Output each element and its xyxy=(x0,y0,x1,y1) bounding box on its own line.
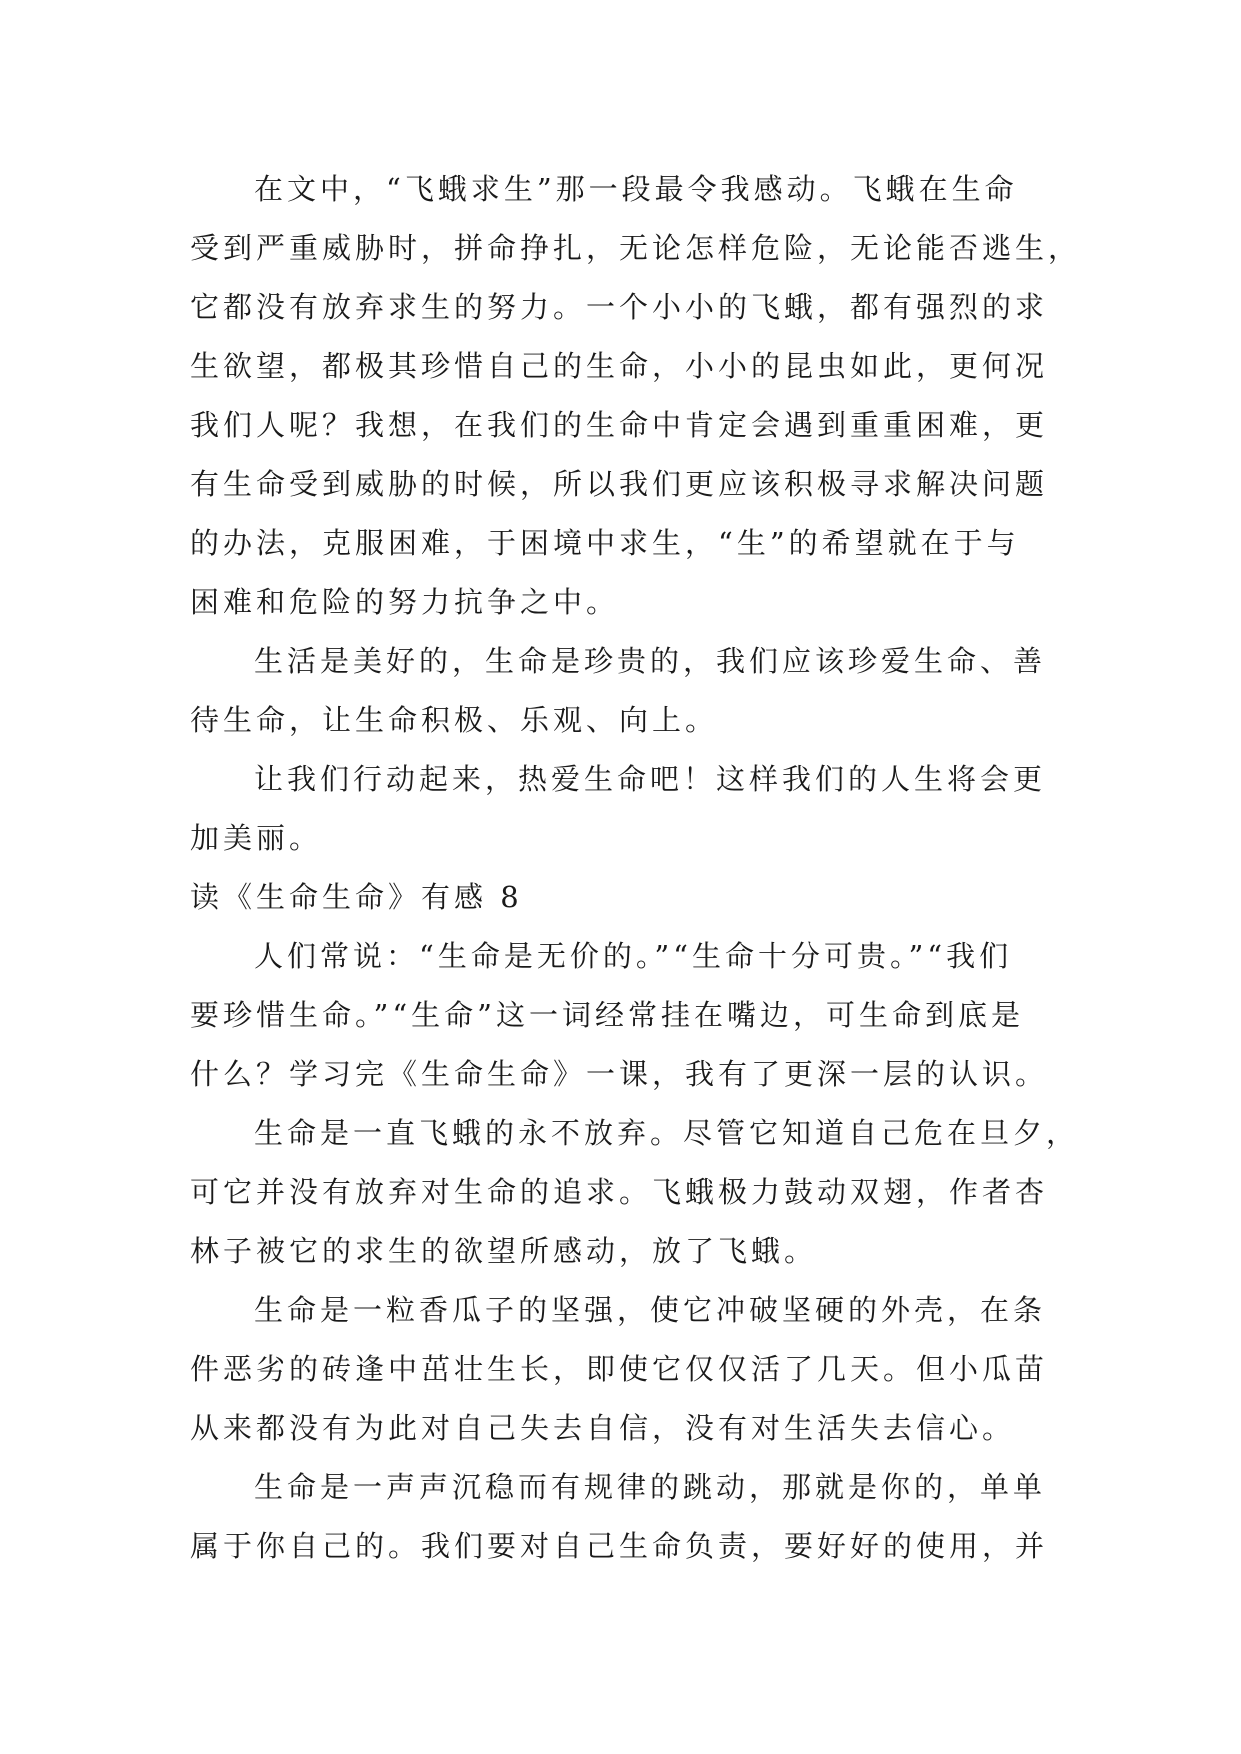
text-line: 加美丽。 xyxy=(190,821,323,855)
text-line: 它都没有放弃求生的努力。一个小小的飞蛾，都有强烈的求 xyxy=(190,290,1049,324)
document-body xyxy=(190,160,1082,1576)
text-line: 生命是一声声沉稳而有规律的跳动，那就是你的，单单 xyxy=(254,1470,1047,1504)
text-line: 属于你自己的。我们要对自己生命负责，要好好的使用，并 xyxy=(190,1529,1049,1563)
text-line: 让我们行动起来，热爱生命吧！这样我们的人生将会更 xyxy=(254,762,1047,796)
text-line: 有生命受到威胁的时候，所以我们更应该积极寻求解决问题 xyxy=(190,467,1049,501)
text-line: 可它并没有放弃对生命的追求。飞蛾极力鼓动双翅，作者杏 xyxy=(190,1175,1049,1209)
text-line: 生命是一直飞蛾的永不放弃。尽管它知道自己危在旦夕， xyxy=(254,1116,1080,1150)
text-line: 在文中，“飞蛾求生”那一段最令我感动。飞蛾在生命 xyxy=(254,172,1018,206)
text-line: 件恶劣的砖逢中茁壮生长，即使它仅仅活了几天。但小瓜苗 xyxy=(190,1352,1049,1386)
text-line: 困难和危险的努力抗争之中。 xyxy=(190,585,620,619)
text-line: 的办法，克服困难，于困境中求生，“生”的希望就在于与 xyxy=(190,526,1020,560)
text-line: 要珍惜生命。”“生命”这一词经常挂在嘴边，可生命到底是 xyxy=(190,998,1024,1032)
text-line: 待生命，让生命积极、乐观、向上。 xyxy=(190,703,719,737)
text-line: 受到严重威胁时，拼命挣扎，无论怎样危险，无论能否逃生， xyxy=(190,231,1082,265)
text-line: 生命是一粒香瓜子的坚强，使它冲破坚硬的外壳，在条 xyxy=(254,1293,1047,1327)
text-line: 人们常说：“生命是无价的。”“生命十分可贵。”“我们 xyxy=(254,939,1013,973)
text-line: 生欲望，都极其珍惜自己的生命，小小的昆虫如此，更何况 xyxy=(190,349,1049,383)
text-line: 林子被它的求生的欲望所感动，放了飞蛾。 xyxy=(190,1234,818,1268)
section-heading: 读《生命生命》有感 8 xyxy=(190,880,523,914)
text-line: 从来都没有为此对自己失去自信，没有对生活失去信心。 xyxy=(190,1411,1016,1445)
text-line: 生活是美好的，生命是珍贵的，我们应该珍爱生命、善 xyxy=(254,644,1047,678)
text-line: 什么？学习完《生命生命》一课，我有了更深一层的认识。 xyxy=(190,1057,1049,1091)
text-line: 我们人呢？我想，在我们的生命中肯定会遇到重重困难，更 xyxy=(190,408,1049,442)
